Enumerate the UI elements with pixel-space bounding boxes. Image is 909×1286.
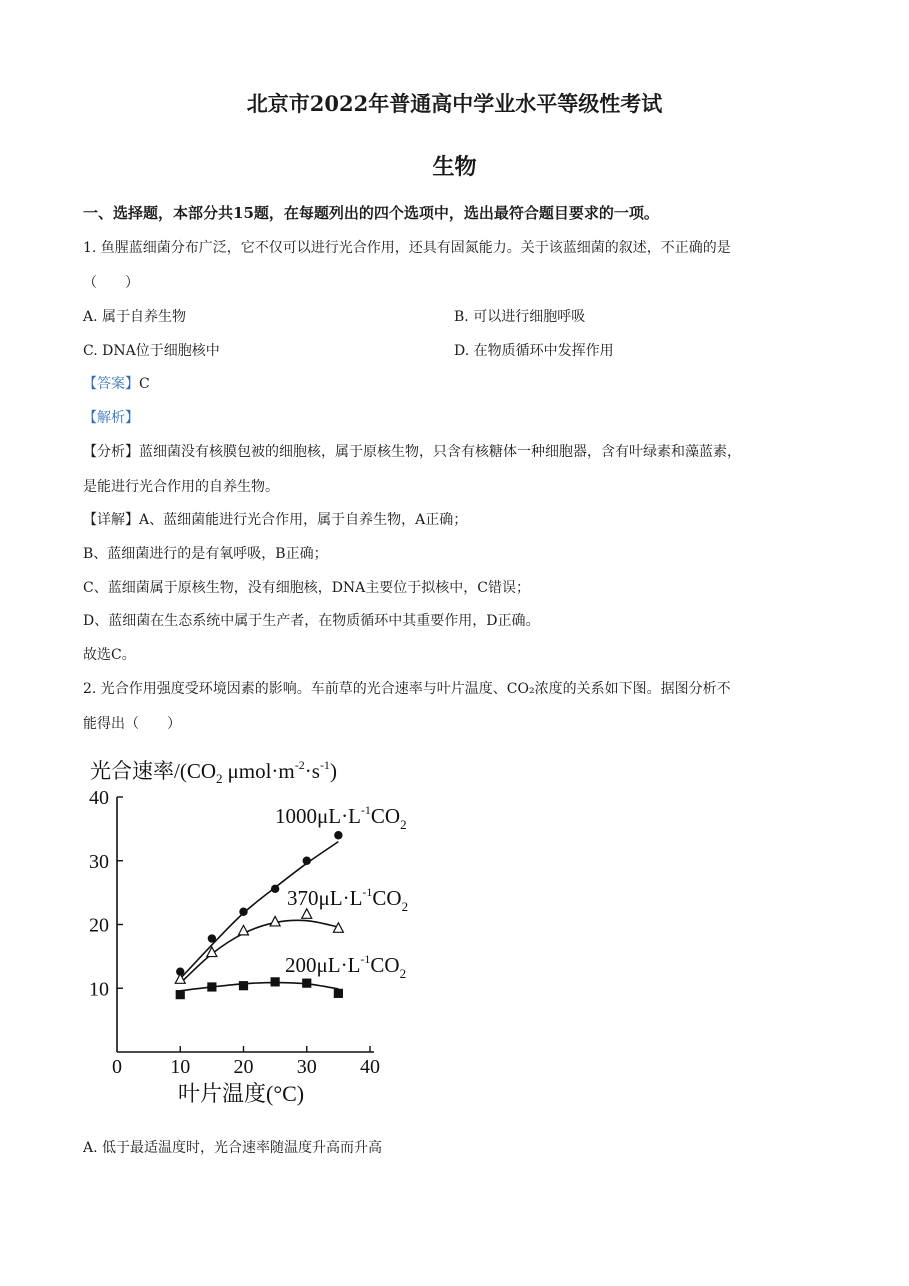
series-labels <box>275 803 408 981</box>
point-circle <box>208 934 216 942</box>
q1-option-d: D. 在物质循环中发挥作用 <box>454 343 614 359</box>
x-tick-label: 10 <box>170 1056 191 1078</box>
series-label <box>285 952 406 981</box>
y-axis-label: 光合速率$/(CO_2$ $\mu mol\cdot m^{-2}\cdot s^{-1}$) <box>90 758 337 786</box>
point-triangle <box>239 925 249 935</box>
exam-title: 北京市2022年普通高中学业水平等级性考试 <box>246 91 663 116</box>
analysis-tag: 【解析】 <box>83 410 139 426</box>
y-tick-label: 10 <box>89 978 109 1001</box>
subject-title: 生物 <box>432 154 477 180</box>
point-circle <box>239 908 247 916</box>
section-heading: 一、选择题，本部分共15题，在每题列出的四个选项中，选出最符合题目要求的一项。 <box>83 204 659 222</box>
detail-a-text: A、蓝细菌能进行光合作用，属于自养生物，A正确； <box>139 512 468 528</box>
point-circle <box>271 885 279 893</box>
q1-answer <box>83 373 150 393</box>
q1-stem-line2: （ ） <box>83 275 139 291</box>
q1-detail-b: B、蓝细菌进行的是有氧呼吸，B正确； <box>83 546 328 562</box>
point-square <box>207 982 216 991</box>
point-square <box>239 981 248 990</box>
q1-option-a: A. 属于自养生物 <box>83 309 187 325</box>
fenxi-text: 蓝细菌没有核膜包被的细胞核，属于原核生物，只含有核糖体一种细胞器，含有叶绿素和藻蓝素， <box>139 444 741 460</box>
x-tick-label: 40 <box>360 1056 380 1078</box>
point-square <box>302 979 311 988</box>
series-label-part: CO <box>372 886 402 910</box>
point-square <box>334 989 343 998</box>
q1-detail-c: C、蓝细菌属于原核生物，没有细胞核，DNA主要位于拟核中，C错误； <box>83 580 531 596</box>
y-tick-label: 30 <box>89 850 109 873</box>
answer-value: C <box>139 376 150 392</box>
series-label-part: 200μL·L <box>285 953 361 977</box>
series-label-part: CO <box>370 804 401 828</box>
photosynthesis-chart <box>0 740 909 1120</box>
series-label-part: 2 <box>399 966 407 981</box>
series-label-part: -1 <box>360 803 371 817</box>
y-tick-label: 20 <box>89 914 109 937</box>
x-tick-label: 30 <box>296 1056 317 1078</box>
series-label-part: 370μL·L <box>287 886 363 910</box>
series-label <box>287 885 408 914</box>
x-tick-label: 0 <box>112 1056 122 1078</box>
x-axis-label: 叶片温度(°C) <box>178 1081 305 1106</box>
q2-stem-line1: 2. 光合作用强度受环境因素的影响。车前草的光合速率与叶片温度、CO₂浓度的关系如下图。据图分析不 <box>83 681 731 697</box>
q1-detail-a <box>83 509 467 529</box>
series-label <box>275 803 407 832</box>
point-square <box>176 990 185 999</box>
series-label-part: -1 <box>360 952 371 966</box>
fenxi-tag: 【分析】 <box>83 444 139 460</box>
series-label-part: 1000μL·L <box>275 804 361 828</box>
y-tick-label: 40 <box>89 787 109 809</box>
point-square <box>271 977 280 986</box>
q1-detail-d: D、蓝细菌在生态系统中属于生产者，在物质循环中其重要作用，D正确。 <box>83 613 540 629</box>
point-circle <box>303 857 311 865</box>
point-triangle <box>302 909 312 919</box>
trend-curve <box>180 983 338 991</box>
q1-conclusion: 故选C。 <box>83 647 136 663</box>
series-label-part: CO <box>370 953 400 977</box>
q1-stem-line1: 1. 鱼腥蓝细菌分布广泛，它不仅可以进行光合作用，还具有固氮能力。关于该蓝细菌的叙述，不正确的是 <box>83 240 731 256</box>
point-circle <box>334 831 342 839</box>
xiangjie-tag: 【详解】 <box>83 512 139 528</box>
series-label-part: 2 <box>400 817 407 832</box>
x-tick-label: 20 <box>233 1056 254 1078</box>
q1-option-b: B. 可以进行细胞呼吸 <box>454 309 586 325</box>
series-label-part: -1 <box>362 885 373 899</box>
series-label-part: 2 <box>401 899 409 914</box>
q1-fenxi-line1 <box>83 441 741 461</box>
q1-fenxi-line2: 是能进行光合作用的自养生物。 <box>83 479 279 495</box>
answer-tag: 【答案】 <box>83 376 139 392</box>
point-triangle <box>333 923 343 933</box>
q1-option-c: C. DNA位于细胞核中 <box>83 343 220 359</box>
q2-option-a: A. 低于最适温度时，光合速率随温度升高而升高 <box>83 1140 383 1156</box>
q2-stem-line2: 能得出（ ） <box>83 716 181 732</box>
